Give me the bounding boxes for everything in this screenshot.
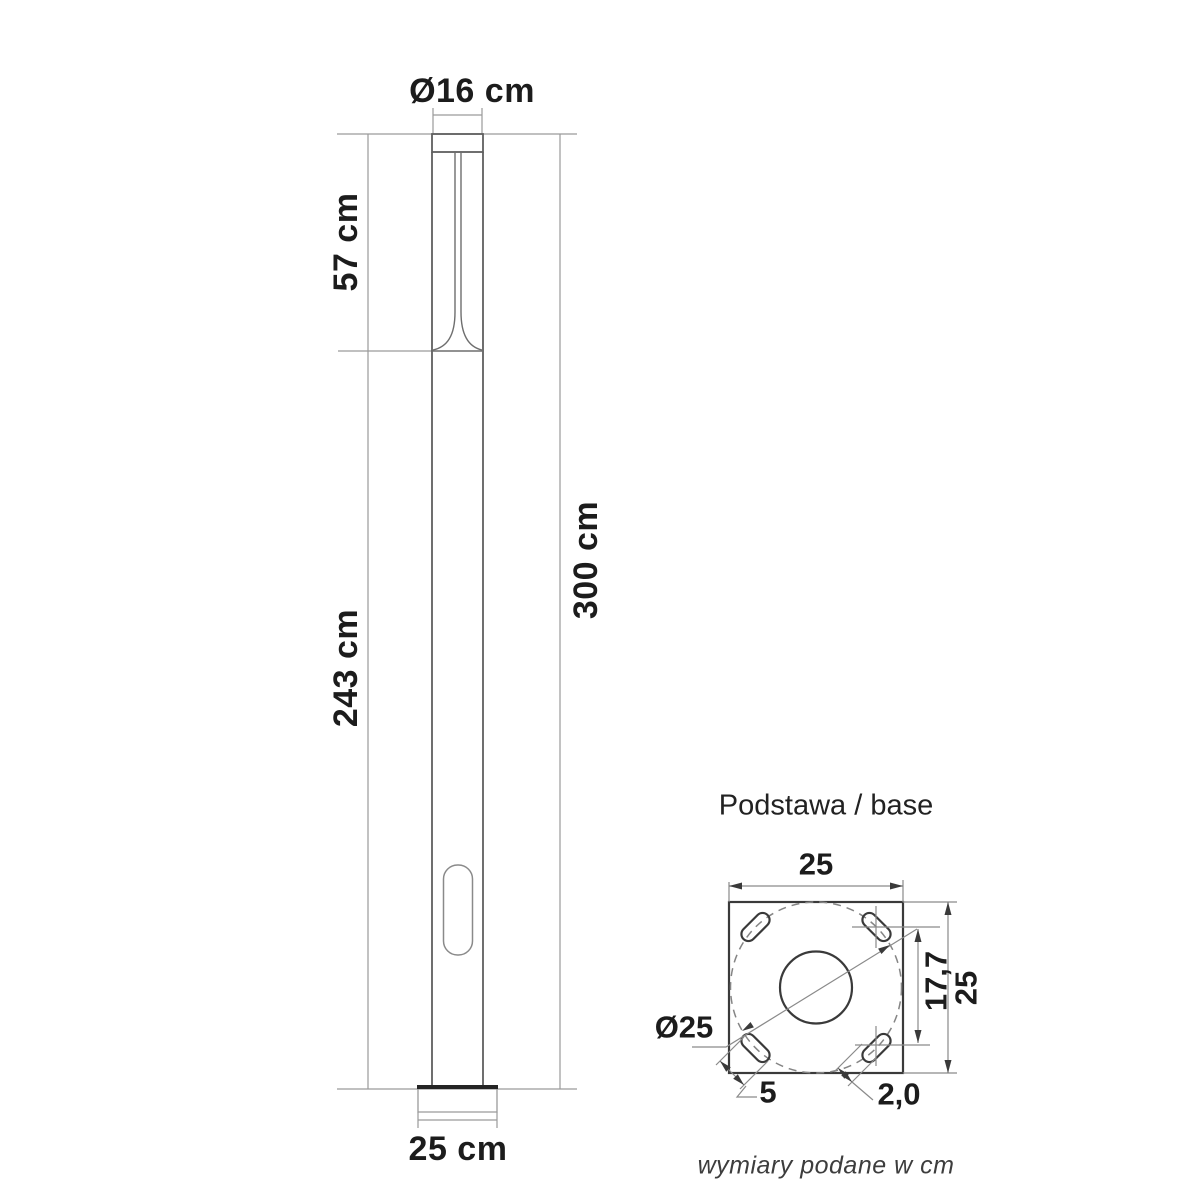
bolt-slots (739, 910, 894, 1065)
base-height-label: 25 (948, 970, 984, 1006)
pole-drawing (337, 108, 577, 1128)
base-dimension-lines (692, 880, 957, 1100)
pole-cap (432, 134, 483, 152)
pole-upper-length-label: 57 cm (327, 192, 365, 292)
base-flange-body (418, 1089, 497, 1112)
pole-stem-flare (433, 152, 482, 351)
pole-base-width-label: 25 cm (408, 1130, 508, 1168)
bolt-spacing-label: 17,7 (918, 950, 954, 1012)
dimension-arrows (720, 883, 952, 1086)
base-plate-drawing (692, 880, 957, 1100)
pole-dimension-lines (337, 108, 577, 1128)
pole-shaft-walls (432, 152, 483, 1087)
bolt-slot-top-left (739, 910, 773, 944)
pole-outline (432, 134, 483, 1087)
base-width-label: 25 (798, 846, 834, 882)
base-plate-title: Podstawa / base (718, 789, 934, 822)
center-hole (780, 952, 852, 1024)
units-note: wymiary podane w cm (697, 1151, 955, 1180)
pole-diameter-label: Ø16 cm (409, 72, 535, 110)
bolt-circle-label: Ø25 (654, 1009, 714, 1045)
slot-width-label: 2,0 (877, 1076, 921, 1112)
pole-total-height-label: 300 cm (567, 500, 605, 620)
hand-hole (444, 865, 473, 955)
slot-length-label: 5 (759, 1074, 777, 1110)
pole-lower-length-label: 243 cm (327, 608, 365, 728)
